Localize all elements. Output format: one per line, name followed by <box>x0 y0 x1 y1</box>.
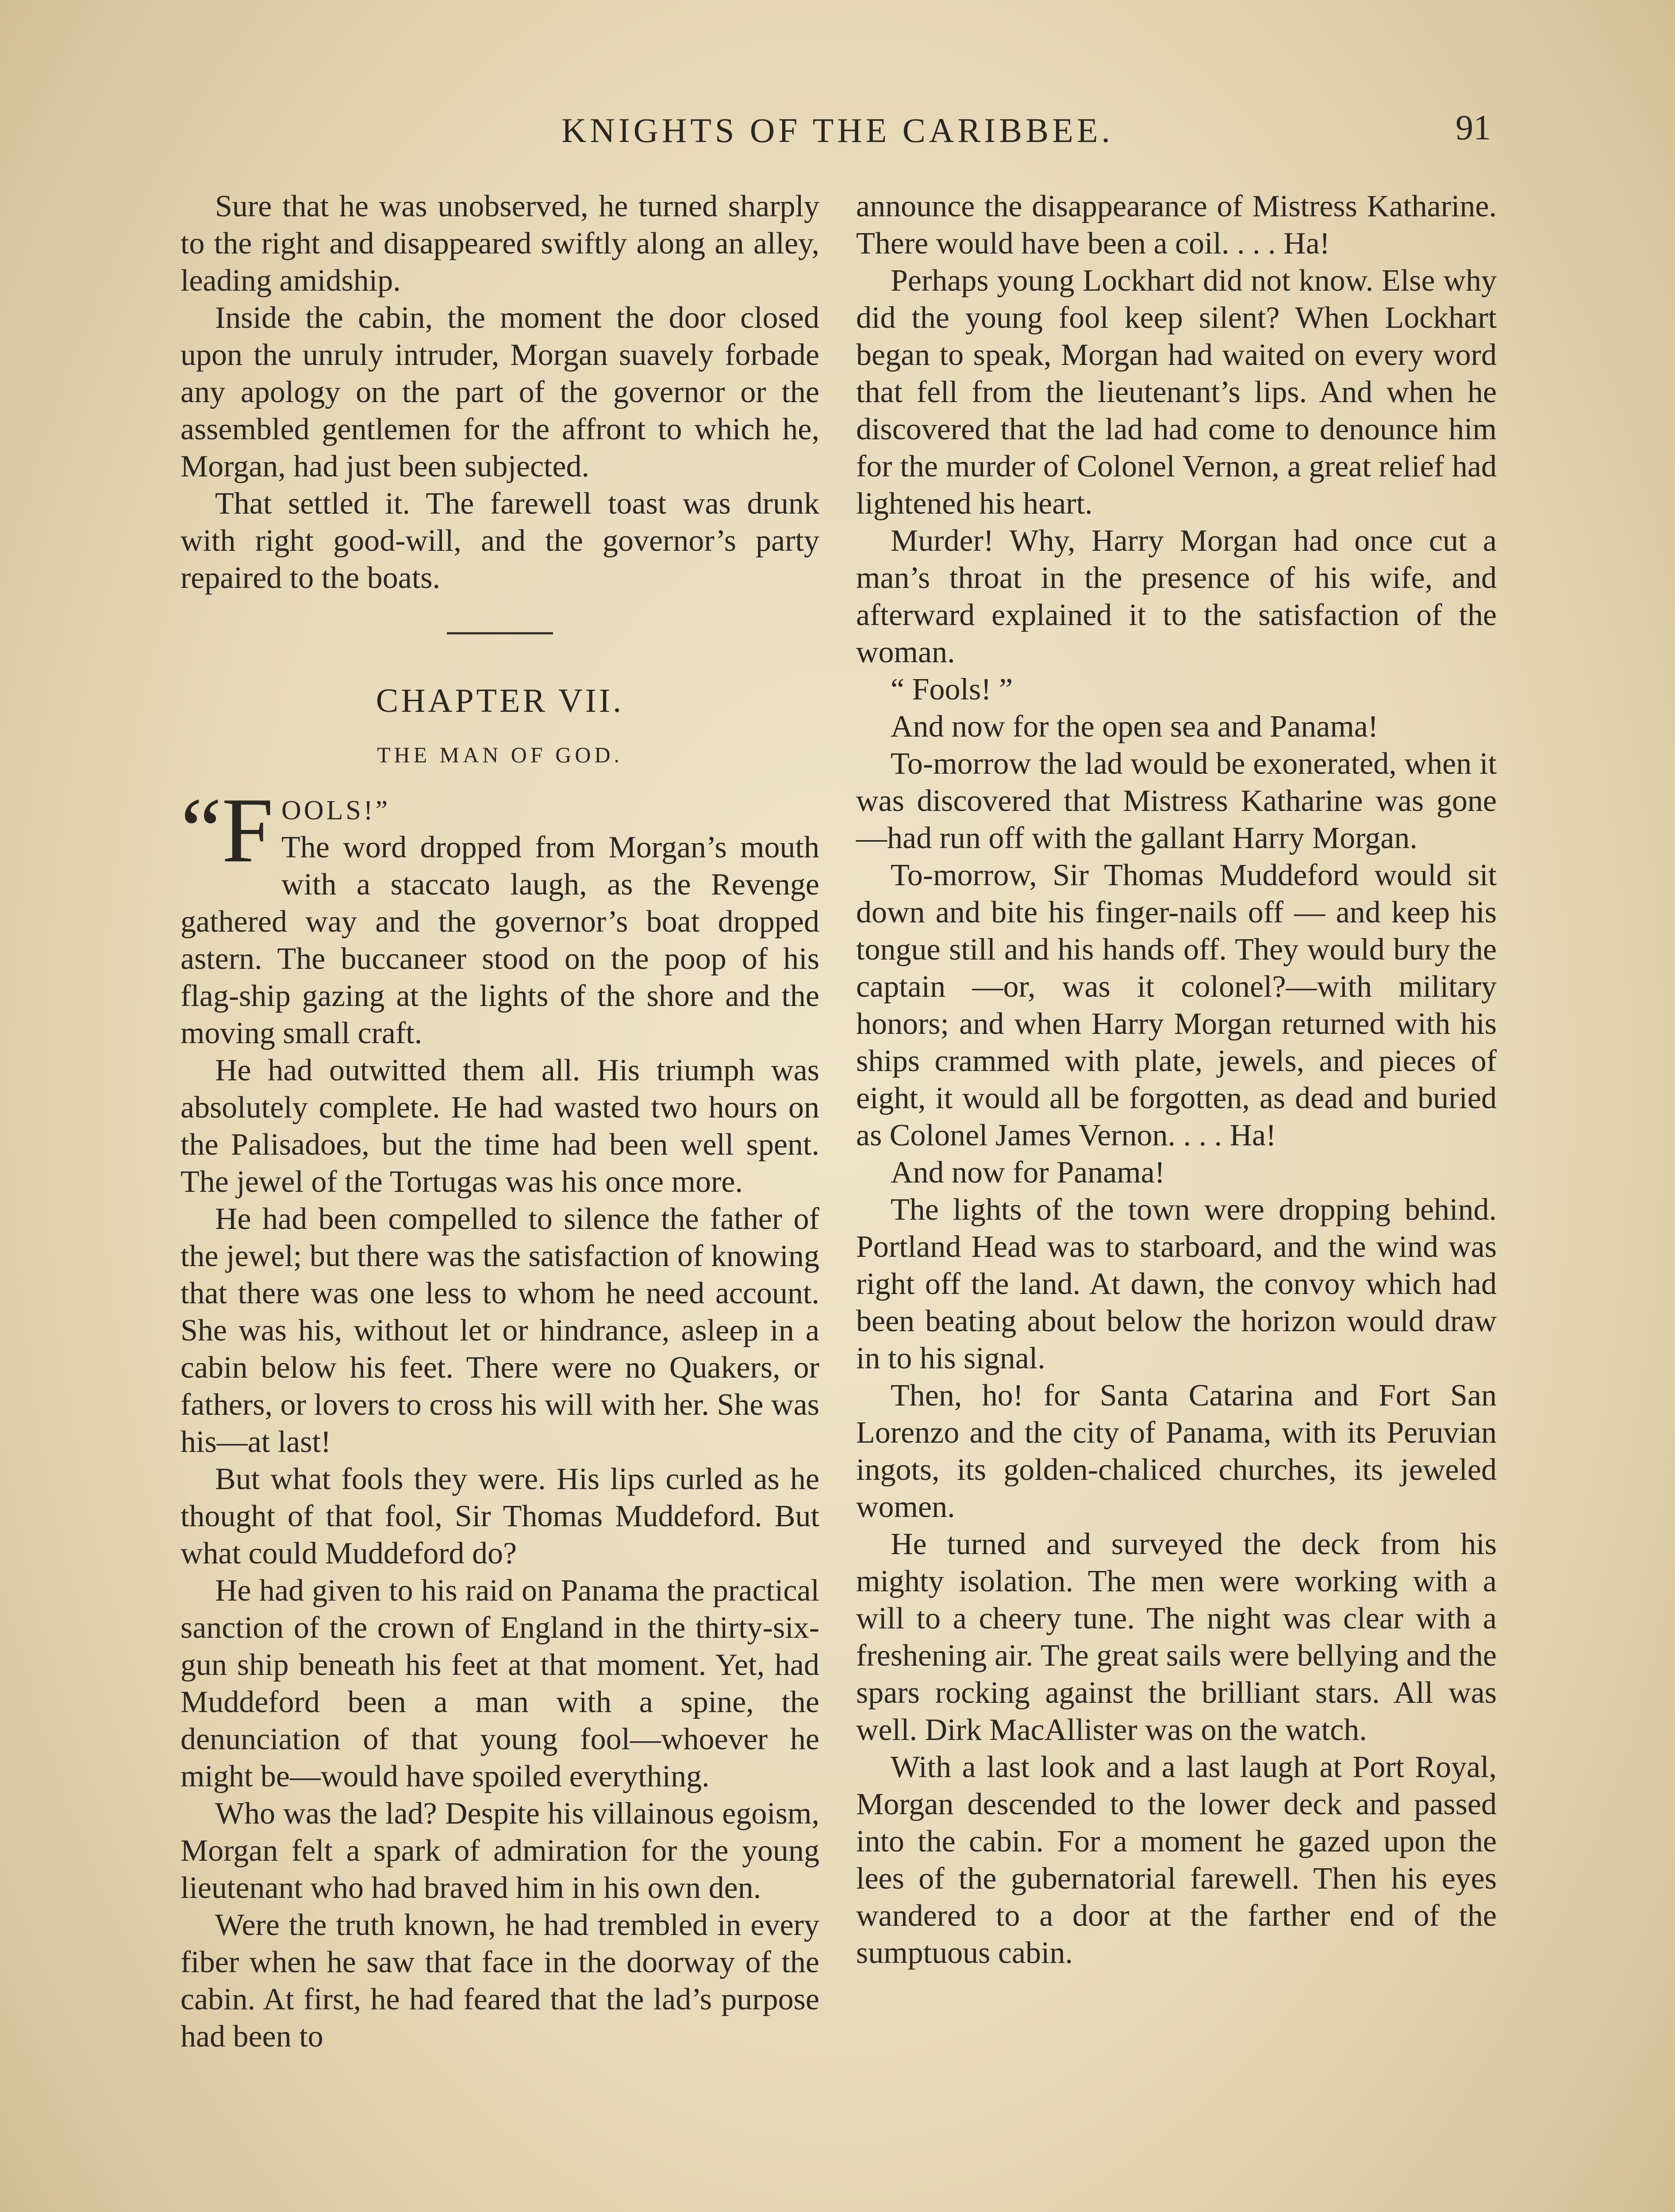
paragraph: The lights of the town were dropping behind. Portland Head was to starboard, and the wind was right off the land. At dawn, the convoy which had been beating about below the horizon would draw in to his signal. <box>856 1193 1497 1375</box>
paragraph: “ Fools! ” <box>891 672 1013 707</box>
continued-paragraph: announce the disappearance of Mistress Katharine. There would have been a coil. . . . Ha! <box>856 189 1497 261</box>
paragraph: And now for Panama! <box>891 1156 1165 1190</box>
paragraph: Murder! Why, Harry Morgan had once cut a man’s throat in the presence of his wife, and afterward explained it to the satisfaction of the woman. <box>856 524 1497 669</box>
opening-text: The word dropped from Morgan’s mouth with a staccato laugh, as the Revenge gathered way and the governor’s boat dropped astern. The buccaneer stood on the poop of his flag-ship gazing at the lights of the shore and the moving small craft. <box>181 830 819 1050</box>
section-divider <box>447 632 553 634</box>
opening-quote-mark: “ <box>181 779 222 882</box>
paragraph: He had been compelled to silence the father of the jewel; but there was the satisfaction of knowing that there was one less to whom he need account. She was his, without let or hindrance, asleep in a cabin below his feet. There were no Quakers, or fathers, or lovers to cross his will with her. She was his—at last! <box>181 1202 819 1459</box>
paragraph: He had outwitted them all. His triumph was absolutely complete. He had wasted two hours on the Palisadoes, but the time had been well spent. The jewel of the Tortugas was his once more. <box>181 1053 819 1199</box>
paragraph: He turned and surveyed the deck from his mighty isolation. The men were working with a will to a cheery tune. The night was clear with a freshening air. The great sails were bellying and the spars rocking against the brilliant stars. All was well. Dirk MacAllister was on the watch. <box>856 1527 1497 1747</box>
right-column <box>856 188 1497 1972</box>
chapter-title: CHAPTER VII. <box>376 682 624 719</box>
paragraph: Inside the cabin, the moment the door closed upon the unruly intruder, Morgan suavely forbade any apology on the part of the governor or the assembled gentlemen for the affront to which he, Morgan, had just been subjected. <box>181 301 819 484</box>
paragraph: Who was the lad? Despite his villainous egoism, Morgan felt a spark of admiration for the young lieutenant who had braved him in his own den. <box>181 1797 819 1905</box>
chapter-opening-paragraph <box>181 779 819 1052</box>
running-head: KNIGHTS OF THE CARIBBEE. <box>561 111 1114 150</box>
page-number: 91 <box>1456 108 1491 147</box>
opening-word-rest: OOLS!” <box>281 795 391 826</box>
left-column <box>181 188 819 2055</box>
paragraph: And now for the open sea and Panama! <box>891 710 1379 744</box>
paragraph: To-morrow, Sir Thomas Muddeford would sit down and bite his finger-nails off — and keep his tongue still and his hands off. They would bury the captain —or, was it colonel?—with military honors; and when Harry Morgan returned with his ships crammed with plate, jewels, and pieces of eight, it would all be forgotten, as dead and buried as Colonel James Vernon. . . . Ha! <box>856 858 1497 1152</box>
paragraph: Were the truth known, he had trembled in every fiber when he saw that face in the doorway of the cabin. At first, he had feared that the lad’s purpose had been to <box>181 1908 819 2054</box>
page-header <box>0 102 1675 155</box>
paragraph: Sure that he was unobserved, he turned sharply to the right and disappeared swiftly along an alley, leading amidship. <box>181 189 819 298</box>
paragraph: To-morrow the lad would be exonerated, when it was discovered that Mistress Katharine was gone—had run off with the gallant Harry Morgan. <box>856 747 1497 855</box>
chapter-subtitle: THE MAN OF GOD. <box>376 742 623 767</box>
drop-cap-letter: F <box>222 779 274 882</box>
drop-cap <box>181 779 274 882</box>
paragraph: With a last look and a last laugh at Port Royal, Morgan descended to the lower deck and passed into the cabin. For a moment he gazed upon the lees of the gubernatorial farewell. Then his eyes wandered to a door at the farther end of the sumptuous cabin. <box>856 1750 1497 1970</box>
paragraph: That settled it. The farewell toast was drunk with right good-will, and the governor’s party repaired to the boats. <box>181 487 819 595</box>
paragraph: But what fools they were. His lips curled as he thought of that fool, Sir Thomas Muddeford. But what could Muddeford do? <box>181 1462 819 1571</box>
paragraph: Then, ho! for Santa Catarina and Fort San Lorenzo and the city of Panama, with its Peruvian ingots, its golden-chaliced churches, its jeweled women. <box>856 1379 1497 1524</box>
paragraph: Perhaps young Lockhart did not know. Else why did the young fool keep silent? When Lockhart began to speak, Morgan had waited on every word that fell from the lieutenant’s lips. And when he discovered that the lad had come to denounce him for the murder of Colonel Vernon, a great relief had lightened his heart. <box>856 264 1497 521</box>
paragraph: He had given to his raid on Panama the practical sanction of the crown of England in the thirty-six-gun ship beneath his feet at that moment. Yet, had Muddeford been a man with a spine, the denunciation of that young fool—whoever he might be—would have spoiled everything. <box>181 1574 819 1793</box>
